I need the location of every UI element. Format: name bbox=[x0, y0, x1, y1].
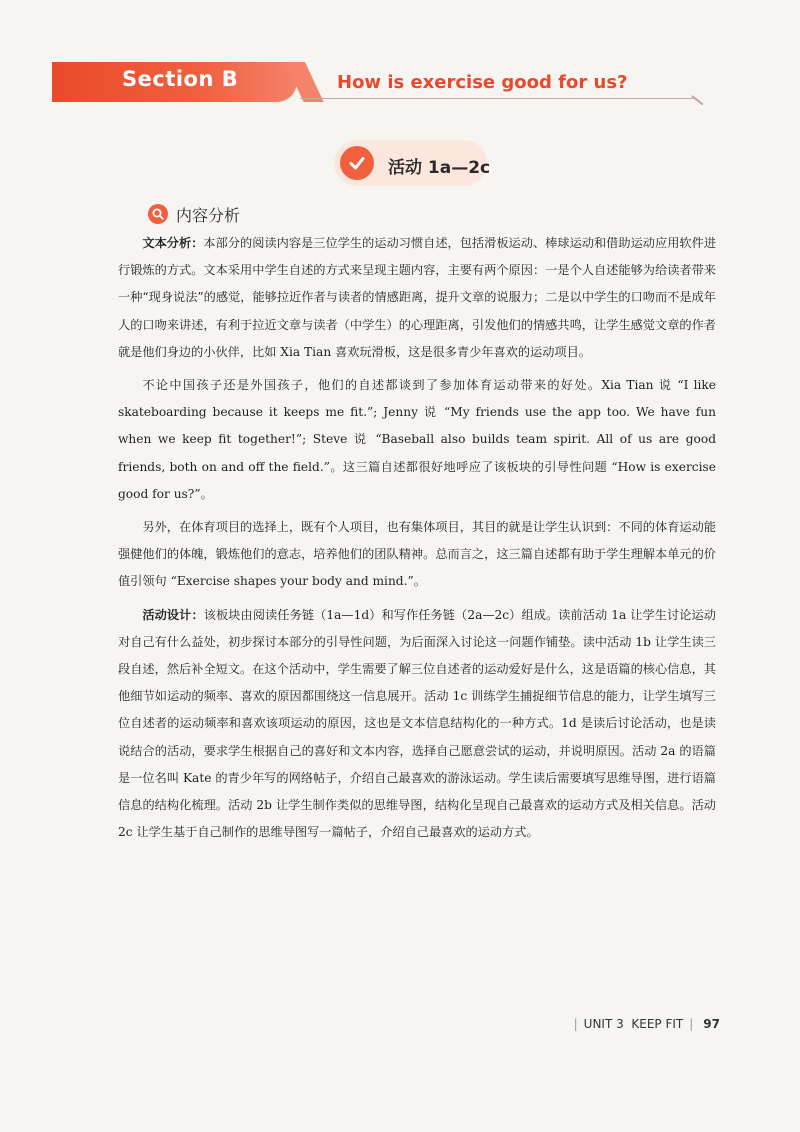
footer-unit-title: KEEP FIT bbox=[631, 1017, 684, 1031]
paragraph-activity-design bbox=[118, 602, 716, 847]
analysis-heading: 内容分析 bbox=[176, 206, 241, 225]
header-underline bbox=[300, 98, 695, 99]
paragraph-sport-types: 另外，在体育项目的选择上，既有个人项目，也有集体项目，其目的就是让学生认识到：不同的体育运动能强健他们的体魄，锻炼他们的意志，培养他们的团队精神。总而言之，这三篇自述都有助于学生理解本单元的价值引领句 “Exercise shapes your body and mind.”。 bbox=[118, 520, 716, 589]
activity-label: 活动 1a—2c bbox=[388, 158, 491, 178]
section-label: Section B bbox=[122, 67, 239, 91]
content-body bbox=[118, 230, 716, 852]
paragraph-lead: 活动设计： bbox=[142, 607, 204, 622]
footer-unit: UNIT 3 bbox=[583, 1017, 624, 1031]
paragraph-lead: 文本分析： bbox=[142, 236, 204, 250]
header-underline-tick bbox=[692, 95, 704, 105]
check-icon bbox=[340, 146, 374, 180]
paragraph-text: 本部分的阅读内容是三位学生的运动习惯自述，包括滑板运动、棒球运动和借助运动应用软件进行锻炼的方式。文本采用中学生自述的方式来呈现主题内容，主要有两个原因：一是个人自述能够为给读者带来一种“现身说法”的感觉，能够拉近作者与读者的情感距离，提升文章的说服力；二是以中学生的口吻而不是成年人的口吻来讲述，有利于拉近文章与读者（中学生）的心理距离，引发他们的情感共鸣，让学生感觉文章的作者就是他们身边的小伙伴，比如 Xia Tian 喜欢玩滑板，这是很多青少年喜欢的运动项目。 bbox=[118, 236, 717, 359]
paragraph-benefits: 不论中国孩子还是外国孩子，他们的自述都谈到了参加体育运动带来的好处。Xia Tian 说 “I like skateboarding because it keeps me fit.”; Jenny 说 “My friends use the app too. We have fun when we keep fit together!”; Steve 说 “Baseball also builds team spirit. All of us are good friends, both on and off the field.”。这三篇自述都很好地呼应了该板块的引导性问题 “How is exercise good for us?”。 bbox=[118, 378, 716, 501]
paragraph-text-analysis bbox=[118, 230, 716, 366]
page-footer: | UNIT 3 KEEP FIT | 97 bbox=[573, 1017, 720, 1031]
page-number: 97 bbox=[703, 1017, 720, 1031]
section-header-bar bbox=[52, 62, 297, 102]
section-title: How is exercise good for us? bbox=[337, 72, 628, 93]
magnifier-icon bbox=[148, 204, 168, 224]
paragraph-text: 该板块由阅读任务链（1a—1d）和写作任务链（2a—2c）组成。读前活动 1a 让学生讨论运动对自己有什么益处，初步探讨本部分的引导性问题，为后面深入讨论这一问题作铺垫。读中活动 1b 让学生读三段自述，然后补全短文。在这个活动中，学生需要了解三位自述者的运动爱好是什么，这是语篇的核心信息，其他细节如运动的频率、喜欢的原因都围绕这一信息展开。活动 1c 训练学生捕捉细节信息的能力，让学生填写三位自述者的运动频率和喜欢该项运动的原因，这也是文本信息结构化的一种方式。1d 是读后讨论活动，也是读说结合的活动，要求学生根据自己的喜好和文本内容，选择自己愿意尝试的运动，并说明原因。活动 2a 的语篇是一位名叫 Kate 的青少年写的网络帖子，介绍自己最喜欢的游泳运动。学生读后需要填写思维导图，进行语篇信息的结构化梳理。活动 2b 让学生制作类似的思维导图，结构化呈现自己最喜欢的运动方式及相关信息。活动 2c 让学生基于自己制作的思维导图写一篇帖子，介绍自己最喜欢的运动方式。 bbox=[118, 607, 716, 840]
